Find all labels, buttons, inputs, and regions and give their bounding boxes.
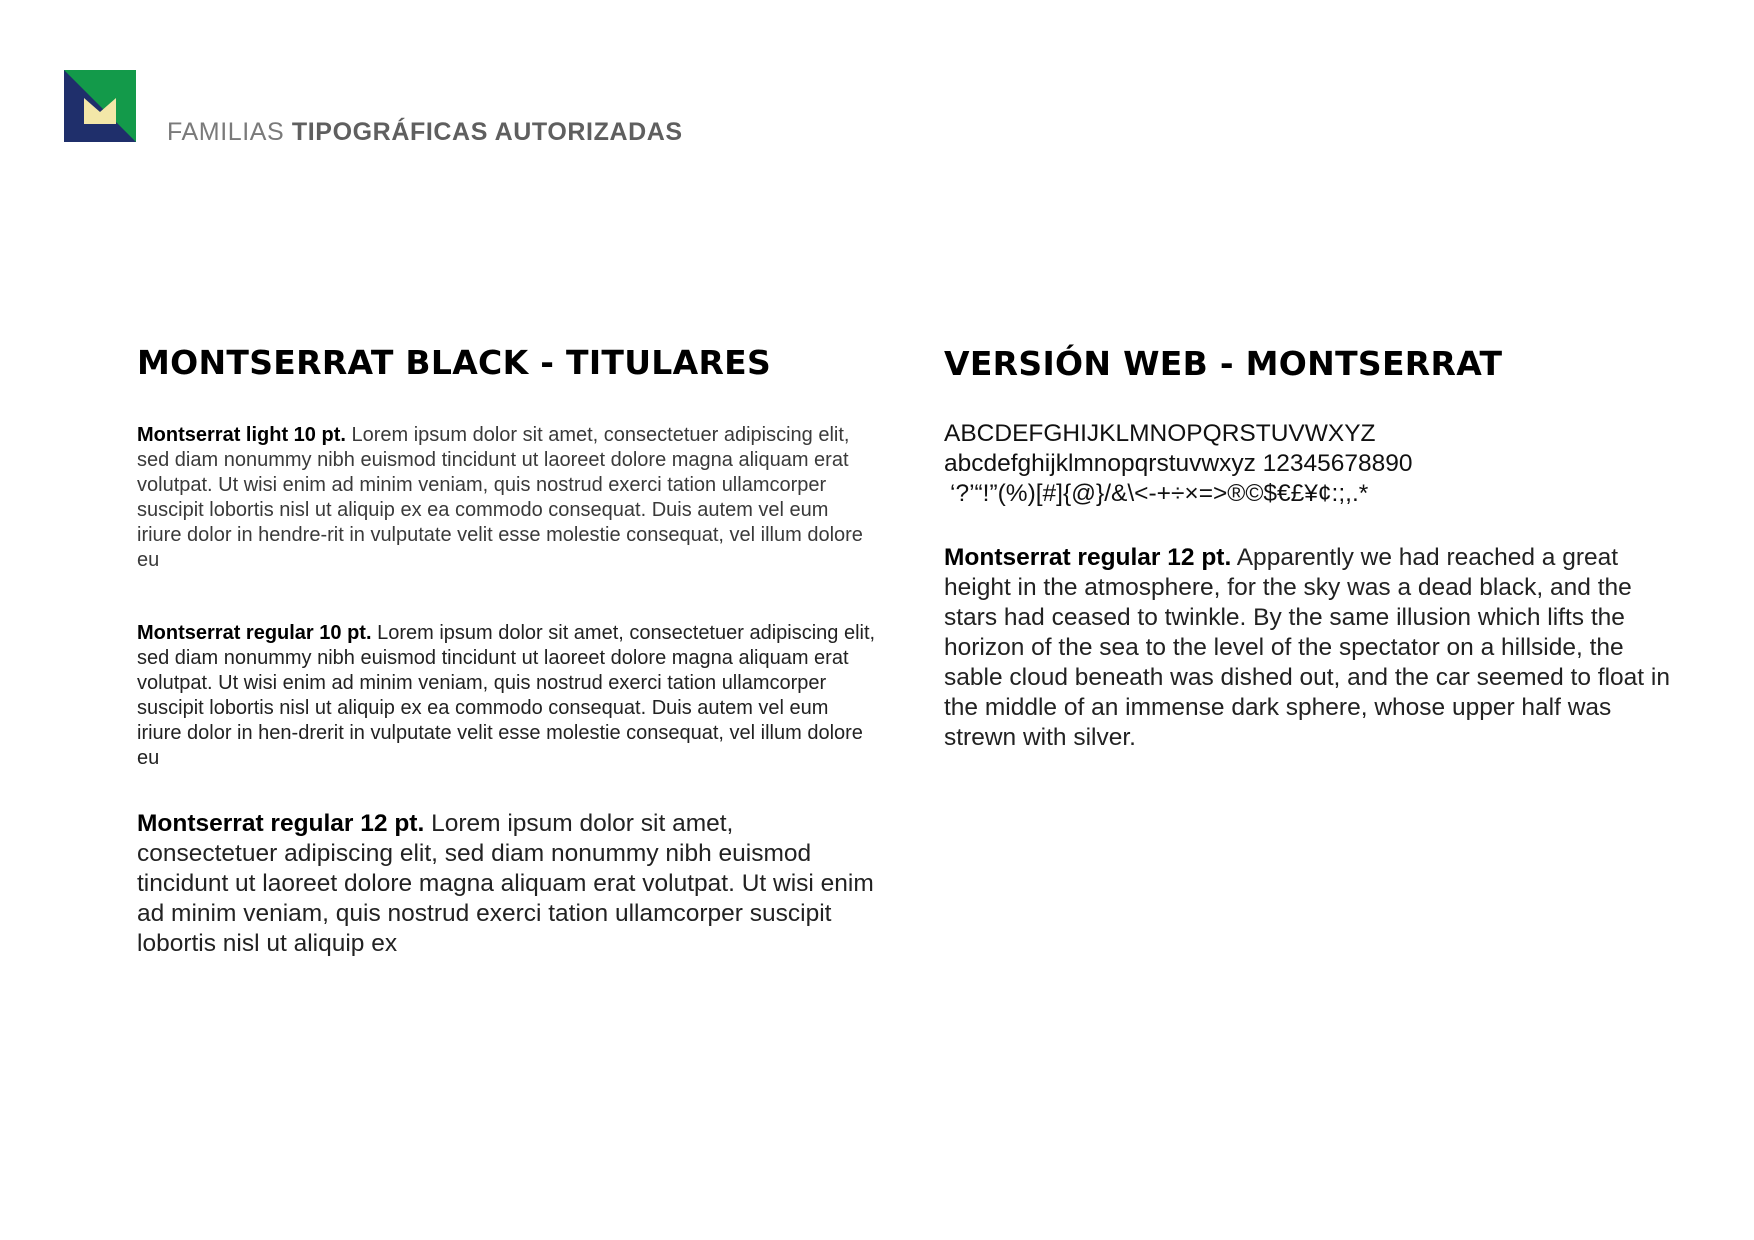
title-light: FAMILIAS [167, 118, 285, 146]
charset-lowercase-digits: abcdefghijklmnopqrstuvwxyz 12345678890 [944, 450, 1413, 477]
left-column [137, 343, 877, 959]
sample-regular-10pt [137, 621, 877, 771]
sample-regular-12pt [137, 809, 877, 959]
sample-label: Montserrat regular 10 pt. [137, 622, 372, 644]
m-logo-icon [64, 70, 136, 142]
brand-logo [64, 70, 136, 142]
sample-text: Lorem ipsum dolor sit amet, consectetuer adipiscing elit, sed diam nonummy nibh euismod tincidunt ut laoreet dolore magna aliquam erat volutpat. Ut wisi enim ad minim veniam, quis nostrud exerci tation ullamcorper suscipit lobortis nisl ut aliquip ex ea commodo consequat. Duis autem vel eum iriure dolor in hendre-rit in vulputate velit esse molestie consequat, vel illum dolore eu [137, 424, 863, 571]
sample-label: Montserrat regular 12 pt. [137, 810, 425, 837]
sample-light-10pt [137, 423, 877, 573]
right-heading: VERSIÓN WEB - MONTSERRAT [944, 344, 1503, 383]
sample-text: Lorem ipsum dolor sit amet, consectetuer adipiscing elit, sed diam nonummy nibh euismod tincidunt ut laoreet dolore magna aliquam erat volutpat. Ut wisi enim ad minim veniam, quis nostrud exerci tation ullamcorper suscipit lobortis nisl ut aliquip ex ea commodo consequat. Duis autem vel eum iriure dolor in hen-drerit in vulputate velit esse molestie consequat, vel illum dolore eu [137, 622, 876, 769]
sample-label: Montserrat regular 12 pt. [944, 544, 1232, 571]
sample-label: Montserrat light 10 pt. [137, 424, 346, 446]
page-title [167, 118, 683, 147]
left-heading: MONTSERRAT BLACK - TITULARES [137, 343, 772, 382]
charset-symbols: ‘?’“!”(%)[#]{@}/&\<-+÷×=>®©$€£¥¢:;,.* [950, 480, 1369, 507]
title-bold: TIPOGRÁFICAS AUTORIZADAS [291, 118, 683, 146]
character-set [944, 419, 1684, 509]
sample-web-regular-12pt [944, 543, 1684, 753]
right-column [944, 344, 1684, 753]
sample-text: Lorem ipsum dolor sit amet, consectetuer adipiscing elit, sed diam nonummy nibh euismod tincidunt ut laoreet dolore magna aliquam erat volutpat. Ut wisi enim ad minim veniam, quis nostrud exerci tation ullamcorper suscipit lobortis nisl ut aliquip ex [137, 810, 874, 957]
sample-text: Apparently we had reached a great height in the atmosphere, for the sky was a dead black, and the stars had ceased to twinkle. By the same illusion which lifts the horizon of the sea to the level of the spectator on a hillside, the sable cloud beneath was dished out, and the car seemed to float in the middle of an immense dark sphere, whose upper half was strewn with silver. [944, 544, 1670, 751]
charset-uppercase: ABCDEFGHIJKLMNOPQRSTUVWXYZ [944, 420, 1376, 447]
